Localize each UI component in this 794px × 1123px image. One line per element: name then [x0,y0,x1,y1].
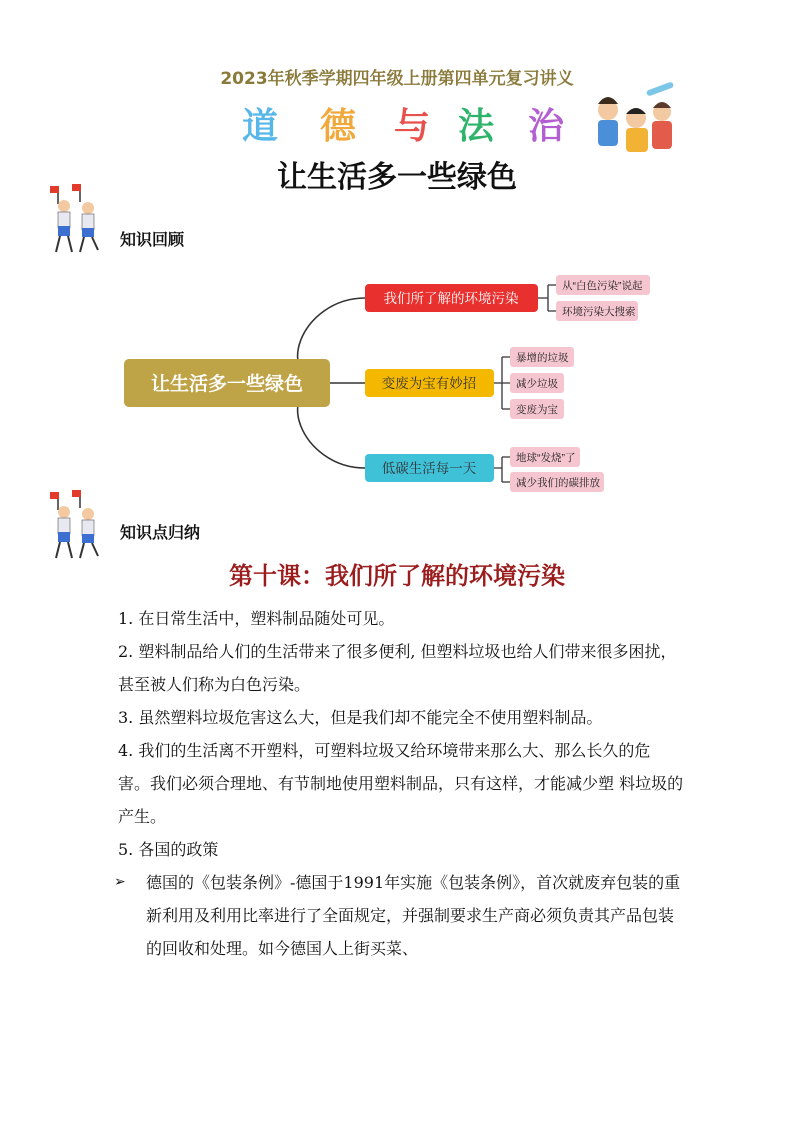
knowledge-point: 2. 塑料制品给人们的生活带来了很多便利, 但塑料垃圾也给人们带来很多困扰，甚至被人们称为白色污染。 [118,642,677,694]
mindmap-root-label: 让生活多一些绿色 [150,374,304,395]
policy-text: 德国的《包装条例》-德国于1991年实施《包装条例》，首次就废弃包装的重新利用及利用比率进行了全面规定，并强制要求生产商必须负责其产品包装的回收和处理。如今德国人上街买菜、 [146,873,681,958]
policy-bullet [114,866,684,965]
knowledge-point: 5. 各国的政策 [118,840,219,859]
mindmap-leaf [510,373,564,393]
section-label-summary: 知识点归纳 [120,523,201,542]
subject-title [236,98,576,147]
knowledge-point: 4. 我们的生活离不开塑料，可塑料垃圾又给环境带来那么大、那么长久的危 害。我们必须合理地、有节制地使用塑料制品，只有这样，才能减少塑 料垃圾的产生。 [118,741,684,826]
subject-char: 治 [528,106,565,147]
subject-char: 德 [320,106,357,147]
knowledge-points [114,602,684,965]
subject-char: 法 [458,106,495,147]
runners-icon [46,488,112,564]
mindmap-branch [365,454,494,482]
arrow-bullet-icon: ➢ [114,874,126,890]
subject-char: 道 [242,106,279,147]
mindmap-branch-label: 低碳生活每一天 [381,461,477,476]
mindmap-leaf-label: 减少我们的碳排放 [516,477,600,489]
lesson-heading: 第十课：我们所了解的环境污染 [229,561,565,590]
mindmap-leaf [510,399,564,419]
knowledge-point: 3. 虽然塑料垃圾危害这么大，但是我们却不能完全不使用塑料制品。 [118,708,603,727]
lesson-title: 让生活多一些绿色 [277,160,517,195]
subject-char: 与 [394,106,431,147]
mindmap-leaf [510,347,574,367]
mindmap-leaf [556,275,650,295]
mindmap-branch [365,369,494,397]
mindmap [120,268,660,500]
mindmap-leaf-label: 暴增的垃圾 [516,352,569,364]
mindmap-leaf-label: 地球“发烧”了 [516,452,576,464]
mindmap-leaf-label: 变废为宝 [516,404,558,416]
section-label-review: 知识回顾 [120,230,185,249]
document-header: 2023年秋季学期四年级上册第四单元复习讲义 [220,69,574,89]
mindmap-leaf-label: 减少垃圾 [516,378,558,390]
mindmap-leaf-label: 从“白色污染”说起 [562,280,643,292]
mindmap-branch-label: 我们所了解的环境污染 [383,291,519,306]
mindmap-leaf [556,301,638,321]
mindmap-leaf [510,472,604,492]
runners-icon [46,182,112,258]
knowledge-point: 1. 在日常生活中，塑料制品随处可见。 [118,609,395,628]
students-illustration [586,82,686,156]
mindmap-branch-label: 变废为宝有妙招 [381,376,477,391]
mindmap-branch [365,284,538,312]
mindmap-leaf [510,447,580,467]
mindmap-root-node [124,359,330,407]
mindmap-leaf-label: 环境污染大搜索 [562,306,636,318]
